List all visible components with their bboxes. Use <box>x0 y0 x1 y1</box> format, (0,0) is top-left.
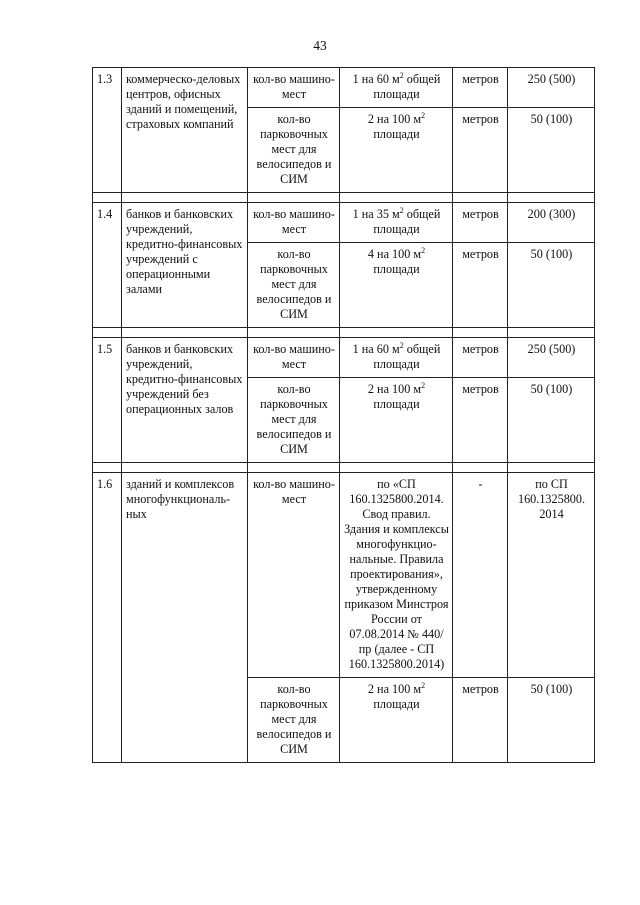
indicator-cell: кол-во машино-мест <box>248 338 340 378</box>
norm-superscript: 2 <box>399 205 404 215</box>
norm-text: 4 на 100 м <box>367 247 422 261</box>
gap-cell <box>453 463 508 473</box>
norm-text: 2 на 100 м <box>367 382 422 396</box>
norm-cell <box>340 203 453 243</box>
gap-cell <box>93 328 122 338</box>
table-row <box>93 203 595 243</box>
norm-text: 2 на 100 м <box>367 112 422 126</box>
indicator-cell: кол-во парковочных мест для велосипедов и СИМ <box>248 243 340 328</box>
norm-text-tail: общей площади <box>373 207 441 236</box>
gap-cell <box>93 193 122 203</box>
gap-cell <box>248 463 340 473</box>
norm-cell <box>340 243 453 328</box>
norm-text-tail: общей площади <box>373 342 441 371</box>
gap-cell <box>508 328 595 338</box>
table-row <box>93 68 595 108</box>
gap-cell <box>453 328 508 338</box>
unit-cell: метров <box>453 338 508 378</box>
row-gap <box>93 463 595 473</box>
norm-superscript: 2 <box>421 680 426 690</box>
norm-text: по «СП 160.1325800.2014. Свод правил. Здания и комплексы многофункцио-нальные. Правила проектирования», утвержденному приказом Минстроя России от 07.08.2014 № 440/пр (далее - СП 160.1325800.2014) <box>344 477 449 671</box>
gap-cell <box>340 193 453 203</box>
unit-cell: метров <box>453 243 508 328</box>
norm-text-tail: общей площади <box>373 72 441 101</box>
row-gap <box>93 328 595 338</box>
indicator-cell: кол-во парковочных мест для велосипедов и СИМ <box>248 108 340 193</box>
indicator-cell: кол-во машино-мест <box>248 203 340 243</box>
parking-norms-table <box>92 67 595 763</box>
value-cell: 50 (100) <box>508 243 595 328</box>
row-number: 1.5 <box>93 338 122 463</box>
norm-cell <box>340 68 453 108</box>
gap-cell <box>453 193 508 203</box>
norm-text-tail: площади <box>373 397 420 411</box>
gap-cell <box>508 463 595 473</box>
row-number: 1.6 <box>93 473 122 763</box>
object-type: банков и банковских учреждений, кредитно-финансовых учреждений без операционных залов <box>122 338 248 463</box>
norm-text-tail: площади <box>373 697 420 711</box>
gap-cell <box>340 463 453 473</box>
row-number: 1.3 <box>93 68 122 193</box>
gap-cell <box>122 193 248 203</box>
norm-cell <box>340 338 453 378</box>
table-row <box>93 338 595 378</box>
gap-cell <box>340 328 453 338</box>
row-number: 1.4 <box>93 203 122 328</box>
unit-cell: - <box>453 473 508 678</box>
gap-cell <box>122 463 248 473</box>
norm-text: 1 на 60 м <box>352 72 400 86</box>
norm-text-tail: площади <box>373 127 420 141</box>
page-number: 43 <box>313 38 327 53</box>
indicator-cell: кол-во парковочных мест для велосипедов и СИМ <box>248 378 340 463</box>
norm-text: 1 на 35 м <box>352 207 400 221</box>
norm-superscript: 2 <box>421 380 426 390</box>
object-type: коммерческо-деловых центров, офисных зданий и помещений, страховых компаний <box>122 68 248 193</box>
norm-text: 1 на 60 м <box>352 342 400 356</box>
gap-cell <box>248 328 340 338</box>
norm-cell <box>340 678 453 763</box>
unit-cell: метров <box>453 68 508 108</box>
row-gap <box>93 193 595 203</box>
value-cell: по СП 160.1325800. 2014 <box>508 473 595 678</box>
norm-superscript: 2 <box>421 245 426 255</box>
gap-cell <box>122 328 248 338</box>
object-type: зданий и комплексов многофункциональ-ных <box>122 473 248 763</box>
unit-cell: метров <box>453 203 508 243</box>
norm-cell <box>340 108 453 193</box>
gap-cell <box>508 193 595 203</box>
value-cell: 50 (100) <box>508 378 595 463</box>
unit-cell: метров <box>453 108 508 193</box>
norm-superscript: 2 <box>399 70 404 80</box>
norm-cell <box>340 473 453 678</box>
value-cell: 50 (100) <box>508 108 595 193</box>
norm-superscript: 2 <box>421 110 426 120</box>
value-cell: 200 (300) <box>508 203 595 243</box>
unit-cell: метров <box>453 678 508 763</box>
norm-cell <box>340 378 453 463</box>
unit-cell: метров <box>453 378 508 463</box>
gap-cell <box>93 463 122 473</box>
value-cell: 50 (100) <box>508 678 595 763</box>
norm-text-tail: площади <box>373 262 420 276</box>
norm-superscript: 2 <box>399 340 404 350</box>
norm-text: 2 на 100 м <box>367 682 422 696</box>
value-cell: 250 (500) <box>508 338 595 378</box>
gap-cell <box>248 193 340 203</box>
table-row <box>93 473 595 678</box>
value-cell: 250 (500) <box>508 68 595 108</box>
object-type: банков и банковских учреждений, кредитно-финансовых учреждений с операционными залами <box>122 203 248 328</box>
indicator-cell: кол-во машино-мест <box>248 473 340 678</box>
indicator-cell: кол-во парковочных мест для велосипедов и СИМ <box>248 678 340 763</box>
indicator-cell: кол-во машино-мест <box>248 68 340 108</box>
